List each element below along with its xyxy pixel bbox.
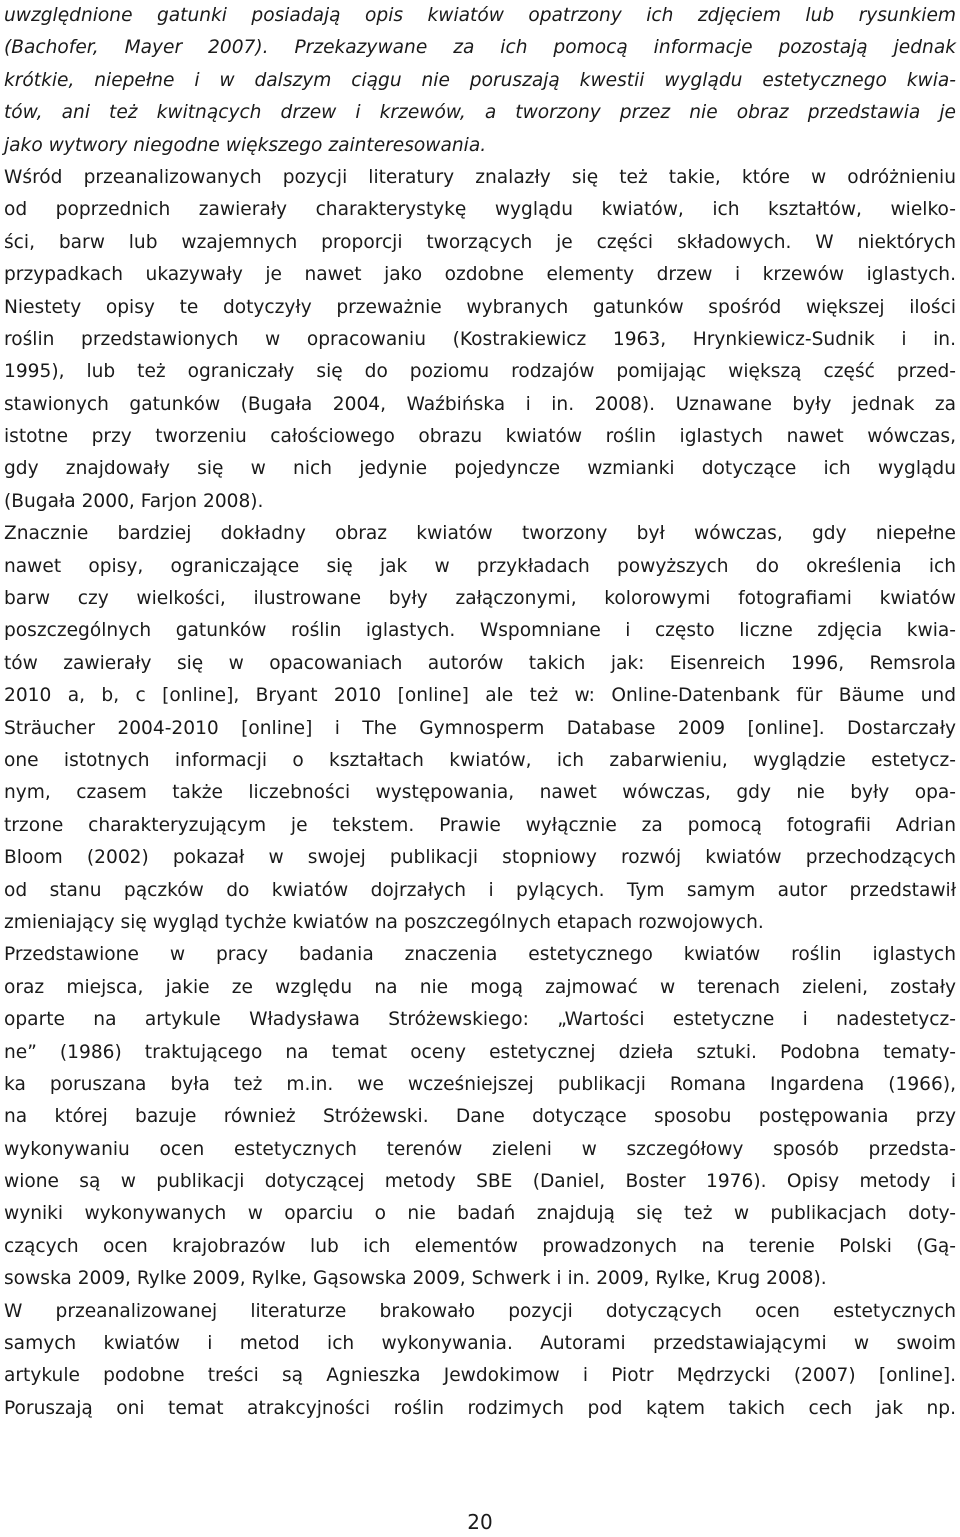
text-line: samych kwiatów i metod ich wykonywania. Autorami przedstawiającymi w swoim <box>4 1333 956 1355</box>
text-line: zmieniający się wygląd tychże kwiatów na poszczególnych etapach rozwojowych. <box>4 911 764 933</box>
text-line: tów, ani też kwitnących drzew i krzewów, a tworzony przez nie obraz przedstawia je <box>4 102 956 124</box>
text-line: jako wytwory niegodne większego zainteresowania. <box>4 134 487 156</box>
text-line: Wśród przeanalizowanych pozycji literatury znalazły się też takie, które w odróżnieniu <box>4 166 956 188</box>
text-line: one istotnych informacji o kształtach kwiatów, ich zabarwieniu, wyglądzie estetycz- <box>4 749 956 771</box>
text-line: ści, barw lub wzajemnych proporcji tworzących je części składowych. W niektórych <box>4 231 956 253</box>
text-line: Bloom (2002) pokazał w swojej publikacji stopniowy rozwój kwiatów przechodzących <box>4 847 956 869</box>
text-line: stawionych gatunków (Bugała 2004, Waźbińska i in. 2008). Uznawane były jednak za <box>4 393 956 415</box>
text-line: wykonywaniu ocen estetycznych terenów zieleni w szczegółowy sposób przedsta- <box>4 1138 956 1160</box>
text-line: od stanu pączków do kwiatów dojrzałych i pylących. Tym samym autor przedstawił <box>4 879 956 901</box>
text-line: 2010 a, b, c [online], Bryant 2010 [online] ale też w: Online-Datenbank für Bäume und <box>4 685 956 707</box>
text-line: czących ocen krajobrazów lub ich elementów prowadzonych na terenie Polski (Gą- <box>4 1235 956 1257</box>
text-line: gdy znajdowały się w nich jedynie pojedyncze wzmianki dotyczące ich wyglądu <box>4 458 956 480</box>
text-line: roślin przedstawionych w opracowaniu (Kostrakiewicz 1963, Hrynkiewicz-Sudnik i in. <box>4 328 956 350</box>
text-line: wyniki wykonywanych w oparciu o nie badań znajdują się też w publikacjach doty- <box>4 1203 956 1225</box>
text-line: od poprzednich zawierały charakterystykę wyglądu kwiatów, ich kształtów, wielko- <box>4 199 956 221</box>
text-line: 1995), lub też ograniczały się do poziomu rodzajów pomijając większą część przed- <box>4 361 956 383</box>
text-line: W przeanalizowanej literaturze brakowało pozycji dotyczących ocen estetycznych <box>4 1300 956 1322</box>
text-line: artykule podobne treści są Agnieszka Jewdokimow i Piotr Mędrzycki (2007) [online]. <box>4 1365 956 1387</box>
text-line: (Bachofer, Mayer 2007). Przekazywane za ich pomocą informacje pozostają jednak <box>4 37 956 59</box>
text-line: wione są w publikacji dotyczącej metody SBE (Daniel, Boster 1976). Opisy metody i <box>4 1171 956 1193</box>
text-line: ne” (1986) traktującego na temat oceny estetycznej dzieła sztuki. Podobna tematy- <box>4 1041 956 1063</box>
text-line: oparte na artykule Władysława Stróżewskiego: „Wartości estetyczne i nadestetycz- <box>4 1009 956 1031</box>
text-line: na której bazuje również Stróżewski. Dane dotyczące sposobu postępowania przy <box>4 1106 956 1128</box>
text-line: Poruszają oni temat atrakcyjności roślin rodzimych pod kątem takich cech jak np. <box>4 1397 956 1419</box>
text-line: Przedstawione w pracy badania znaczenia estetycznego kwiatów roślin iglastych <box>4 944 956 966</box>
text-line: ka poruszana była też m.in. we wcześniejszej publikacji Romana Ingardena (1966), <box>4 1073 956 1095</box>
text-line: przypadkach ukazywały je nawet jako ozdobne elementy drzew i krzewów iglastych. <box>4 264 956 286</box>
text-line: nym, czasem także liczebności występowania, nawet wówczas, gdy nie były opa- <box>4 782 956 804</box>
text-line: tów zawierały się w opacowaniach autorów takich jak: Eisenreich 1996, Remsrola <box>4 652 956 674</box>
text-line: nawet opisy, ograniczające się jak w przykładach powyższych do określenia ich <box>4 555 956 577</box>
text-line: sowska 2009, Rylke 2009, Rylke, Gąsowska 2009, Schwerk i in. 2009, Rylke, Krug 2008). <box>4 1268 827 1290</box>
text-line: uwzględnione gatunki posiadają opis kwiatów opatrzony ich zdjęciem lub rysunkiem <box>4 5 956 26</box>
body-text <box>4 0 956 1425</box>
text-line: trzone charakteryzującym je tekstem. Prawie wyłącznie za pomocą fotografii Adrian <box>4 814 956 836</box>
text-line: oraz miejsca, jakie ze względu na nie mogą zajmować w terenach zieleni, zostały <box>4 976 956 998</box>
text-line: istotne przy tworzeniu całościowego obrazu kwiatów roślin iglastych nawet wówczas, <box>4 426 956 448</box>
text-line: Sträucher 2004-2010 [online] i The Gymnosperm Database 2009 [online]. Dostarczały <box>4 717 956 739</box>
text-line: barw czy wielkości, ilustrowane były załączonymi, kolorowymi fotografiami kwiatów <box>4 588 956 610</box>
text-line: krótkie, niepełne i w dalszym ciągu nie poruszają kwestii wyglądu estetycznego kwia- <box>4 69 956 91</box>
text-line: poszczególnych gatunków roślin iglastych. Wspomniane i często liczne zdjęcia kwia- <box>4 620 956 642</box>
text-line: Znacznie bardziej dokładny obraz kwiatów tworzony był wówczas, gdy niepełne <box>4 523 956 545</box>
page-number: 20 <box>467 1510 493 1534</box>
text-line: Niestety opisy te dotyczyły przeważnie wybranych gatunków spośród większej ilości <box>4 296 956 318</box>
text-line: (Bugała 2000, Farjon 2008). <box>4 490 264 512</box>
